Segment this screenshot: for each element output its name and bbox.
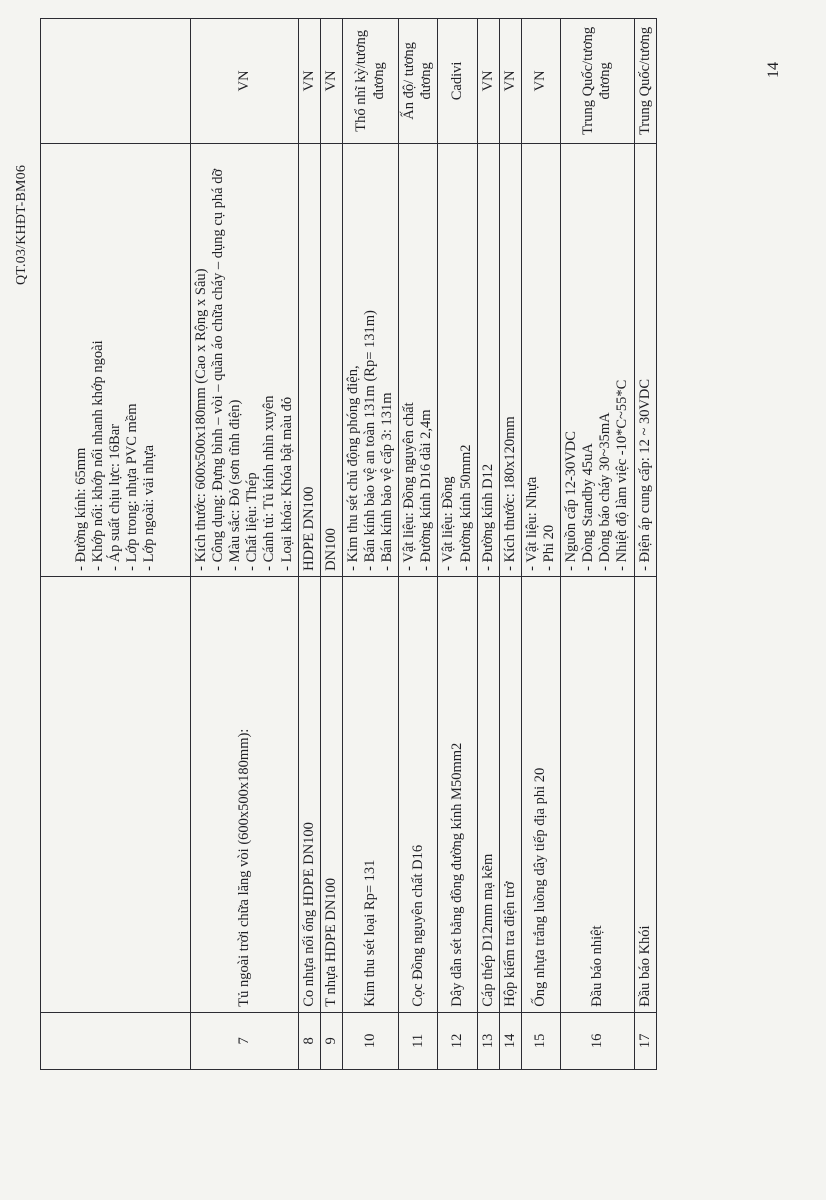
item-origin: Thổ nhĩ kỳ/tương đương (342, 19, 398, 144)
item-name: Đầu báo nhiệt (561, 576, 634, 1012)
item-spec (477, 143, 499, 576)
spec-line: - Dòng báo cháy 30~35mA (597, 412, 614, 571)
item-origin: VN (320, 19, 342, 144)
spec-line: - Nhiệt độ làm việc -10*C~55*C (614, 379, 631, 571)
row-number: 14 (499, 1012, 521, 1069)
row-number: 16 (561, 1012, 634, 1069)
spec-line: - Đường kính D12 (479, 463, 496, 571)
spec-line: - Kích thước: 600x500x180mm (Cao x Rộng x Sâu) (193, 268, 209, 571)
table-row (438, 19, 477, 1070)
table-row (399, 19, 438, 1070)
spec-line: - Dòng Standby 45uA (580, 443, 597, 571)
page-number: 14 (765, 62, 782, 78)
item-origin (41, 19, 191, 144)
spec-line: - Lớp trong: nhựa PVC mềm (124, 403, 141, 571)
spec-line: - Cánh tủ: Tủ kính nhìn xuyên (261, 395, 278, 571)
table-row (41, 19, 191, 1070)
table-row (320, 19, 342, 1070)
item-name: Hộp kiểm tra điện trở (499, 576, 521, 1012)
equipment-table (40, 18, 657, 1070)
item-name (41, 576, 191, 1012)
table-row (342, 19, 398, 1070)
item-name: Đầu báo Khói (634, 576, 656, 1012)
item-spec (399, 143, 438, 576)
spec-line: - Đường kính D16 dài 2,4m (418, 409, 435, 571)
item-spec (320, 143, 342, 576)
item-spec (499, 143, 521, 576)
item-origin: Trung Quốc/tương đương (561, 19, 634, 144)
table-row (499, 19, 521, 1070)
row-number: 11 (399, 1012, 438, 1069)
spec-line: - Màu sắc: Đỏ (sơn tĩnh điện) (227, 399, 244, 571)
row-number: 13 (477, 1012, 499, 1069)
spec-line: - Điện áp cung cấp: 12 ~ 30VDC (636, 378, 653, 571)
spec-line: - Công dụng: Đựng bình – vòi – quần áo chữa cháy – dụng cụ phá dỡ (210, 168, 227, 571)
spec-line: - Khớp nối: khớp nối nhanh khớp ngoài (89, 340, 106, 571)
item-spec (634, 143, 656, 576)
row-number: 17 (634, 1012, 656, 1069)
row-number: 15 (521, 1012, 560, 1069)
spec-line: DN100 (322, 528, 339, 571)
spec-line: HDPE DN100 (300, 486, 317, 571)
spec-line: - Lớp ngoài: vải nhựa (141, 444, 158, 571)
table-row (298, 19, 320, 1070)
item-name: Cáp thép D12mm mạ kẽm (477, 576, 499, 1012)
item-spec (438, 143, 477, 576)
row-number: 10 (342, 1012, 398, 1069)
item-origin: VN (477, 19, 499, 144)
spec-line: - Nguồn cấp 12-30VDC (563, 431, 580, 571)
item-spec (342, 143, 398, 576)
item-origin: Trung Quốc/tương (634, 19, 656, 144)
item-name: Dây dẫn sét bằng đồng đường kính M50mm2 (438, 576, 477, 1012)
item-spec (298, 143, 320, 576)
item-origin: VN (521, 19, 560, 144)
table-row (477, 19, 499, 1070)
spec-line: - Bán kính bảo vệ an toàn 131m (Rp= 131m) (361, 310, 378, 571)
item-name: Cọc Đồng nguyên chất D16 (399, 576, 438, 1012)
item-name: T nhựa HDPE DN100 (320, 576, 342, 1012)
spec-line: - Đường kính 50mm2 (457, 444, 474, 571)
item-origin: VN (191, 19, 299, 144)
spec-line: - Đường kính: 65mm (72, 447, 89, 571)
spec-line: - Chất liệu: Thép (244, 472, 261, 571)
item-origin: VN (298, 19, 320, 144)
item-spec (41, 143, 191, 576)
table-row (634, 19, 656, 1070)
spec-line: - Bán kính bảo vệ cấp 3: 131m (379, 392, 396, 571)
spec-line: - Áp suất chịu lực: 16Bar (106, 424, 123, 571)
item-origin: VN (499, 19, 521, 144)
item-spec (521, 143, 560, 576)
table-row (561, 19, 634, 1070)
spec-line: - Vật liệu: Đồng (440, 476, 457, 571)
table-row (521, 19, 560, 1070)
table-body (41, 19, 657, 1070)
row-number: 9 (320, 1012, 342, 1069)
item-spec (191, 143, 299, 576)
spec-line: - Vật liệu: Đồng nguyên chất (401, 402, 418, 571)
spec-line: - Vật liệu: Nhựa (523, 476, 540, 571)
spec-line: - Phi 20 (540, 524, 557, 571)
document-code: QT.03/KHĐT-BM06 (14, 164, 29, 285)
item-spec (561, 143, 634, 576)
item-name: Kim thu sét loại Rp= 131 (342, 576, 398, 1012)
item-name: Co nhựa nối ống HDPE DN100 (298, 576, 320, 1012)
row-number: 8 (298, 1012, 320, 1069)
item-name: Tủ ngoài trời chữa lăng vòi (600x500x180mm): (191, 576, 299, 1012)
item-name: Ống nhựa trắng luồng dây tiếp địa phi 20 (521, 576, 560, 1012)
spec-line: - Kim thu sét chủ động phóng điện, (344, 365, 361, 571)
spec-line: - Loại khóa: Khóa bật màu đỏ (278, 396, 295, 571)
item-origin: Cadivi (438, 19, 477, 144)
row-number: 7 (191, 1012, 299, 1069)
row-number: 12 (438, 1012, 477, 1069)
table-row (191, 19, 299, 1070)
item-origin: Ấn độ/ tương đương (399, 19, 438, 144)
spec-line: - Kích thước: 180x120mm (501, 416, 518, 571)
row-number (41, 1012, 191, 1069)
